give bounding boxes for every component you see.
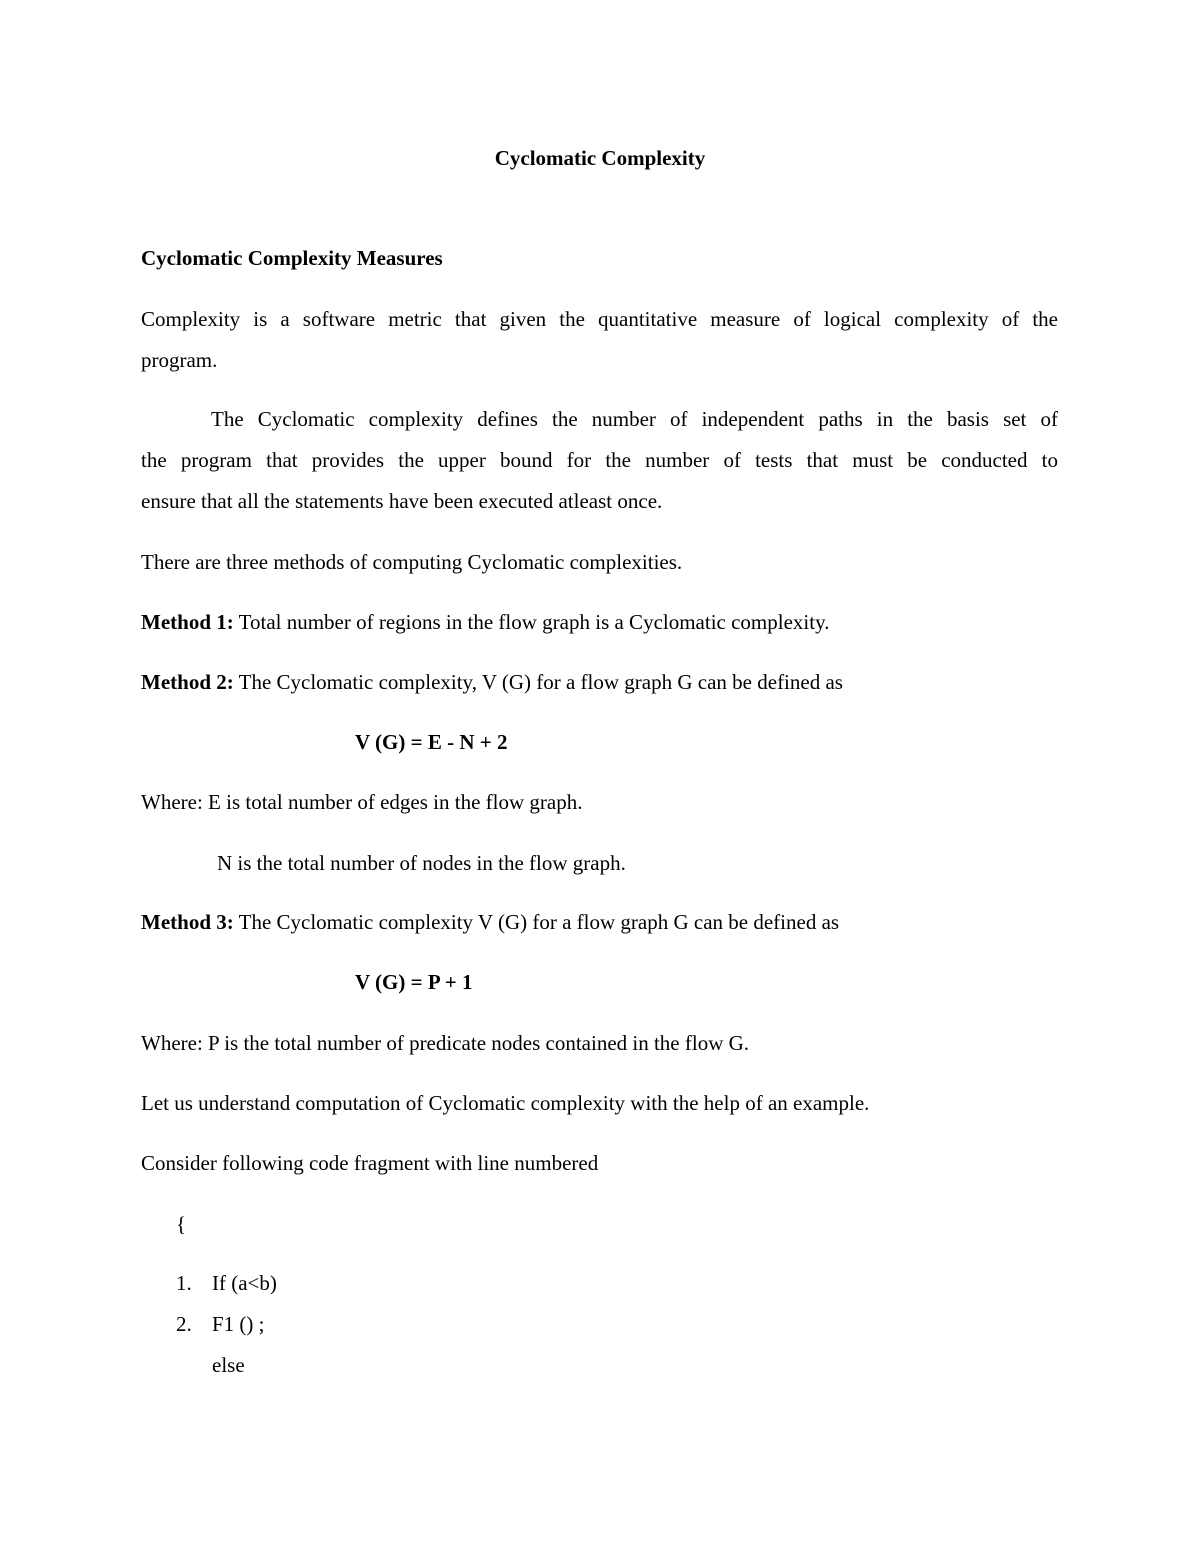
method-2 xyxy=(141,670,843,694)
page-title: Cyclomatic Complexity xyxy=(494,146,706,170)
method-1 xyxy=(141,610,829,634)
method-2-formula: V (G) = E - N + 2 xyxy=(355,730,508,754)
code-open-brace: { xyxy=(176,1212,187,1236)
method-1-text: Total number of regions in the flow graph is a Cyclomatic complexity. xyxy=(233,610,830,634)
method-1-label: Method 1: xyxy=(141,610,234,634)
code-intro: Consider following code fragment with line numbered xyxy=(141,1151,599,1175)
method-3-label: Method 3: xyxy=(141,910,234,934)
code-line-text: If (a<b) xyxy=(212,1271,277,1295)
example-intro: Let us understand computation of Cyclomatic complexity with the help of an example. xyxy=(141,1091,870,1115)
code-else: else xyxy=(212,1353,245,1377)
para2-line-2: the program that provides the upper bound for the number of tests that must be conducted to xyxy=(141,448,1058,472)
intro-line-1: Complexity is a software metric that given the quantitative measure of logical complexity of the xyxy=(141,307,1058,331)
para2-line-1: The Cyclomatic complexity defines the number of independent paths in the basis set of xyxy=(211,407,1058,431)
intro-line-2: program. xyxy=(141,348,218,372)
method-2-text: The Cyclomatic complexity, V (G) for a flow graph G can be defined as xyxy=(233,670,843,694)
section-heading: Cyclomatic Complexity Measures xyxy=(141,246,443,270)
method-2-where-edges: Where: E is total number of edges in the flow graph. xyxy=(141,790,583,814)
para2-line-3: ensure that all the statements have been executed atleast once. xyxy=(141,489,663,513)
methods-intro: There are three methods of computing Cyclomatic complexities. xyxy=(141,550,683,574)
code-line xyxy=(176,1271,277,1295)
code-line-text: F1 () ; xyxy=(212,1312,265,1336)
method-3-formula: V (G) = P + 1 xyxy=(355,970,473,994)
method-2-where-nodes: N is the total number of nodes in the flow graph. xyxy=(217,851,626,875)
code-line-number: 2. xyxy=(176,1312,192,1336)
method-2-label: Method 2: xyxy=(141,670,234,694)
method-3-where: Where: P is the total number of predicate nodes contained in the flow G. xyxy=(141,1031,750,1055)
code-line xyxy=(176,1312,265,1336)
method-3-text: The Cyclomatic complexity V (G) for a flow graph G can be defined as xyxy=(233,910,840,934)
method-3 xyxy=(141,910,839,934)
code-line-number: 1. xyxy=(176,1271,192,1295)
